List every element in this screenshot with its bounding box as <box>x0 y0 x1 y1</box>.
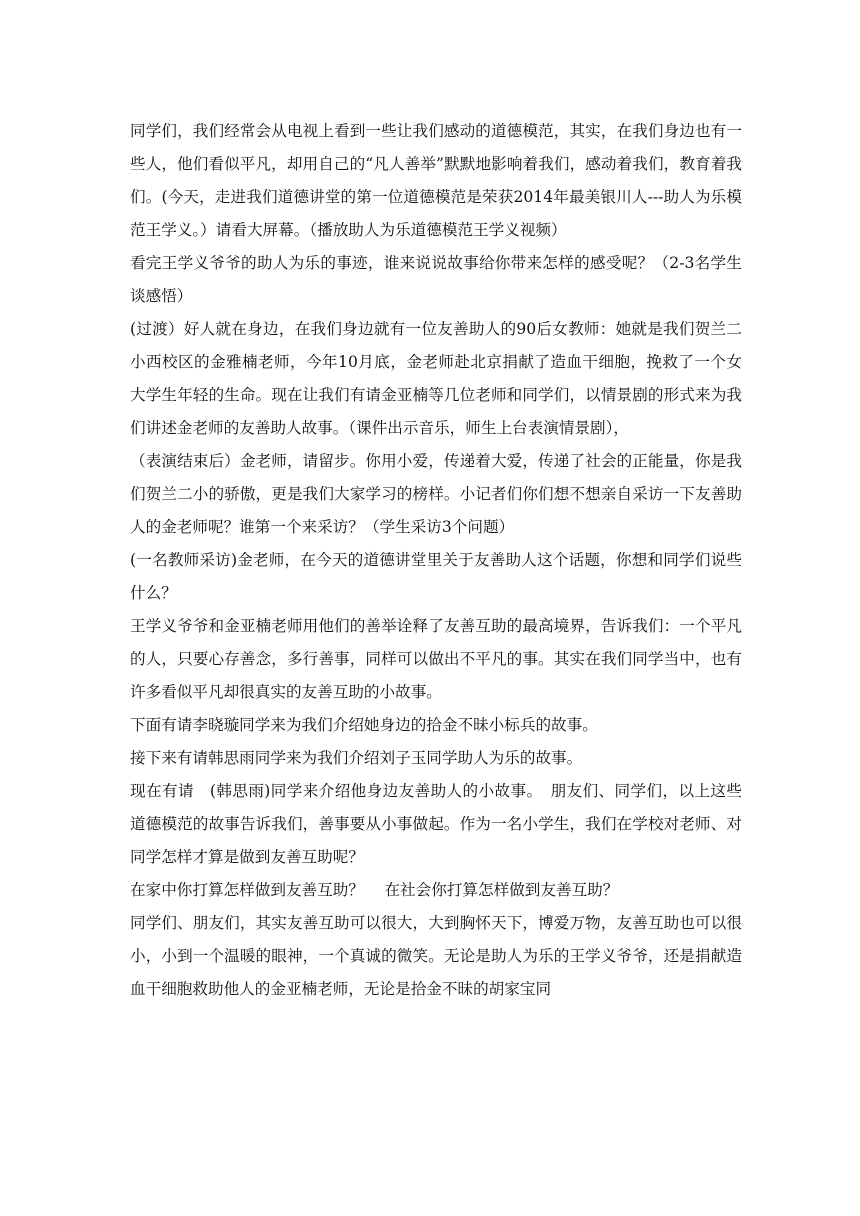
paragraph-story-more: 现在有请 (韩思雨)同学来介绍他身边友善助人的小故事。 朋友们、同学们，以上这些道德模范的故事告诉我们，善事要从小事做起。作为一名小学生，我们在学校对老师、对同学怎样才算是做到友善互助呢？ <box>130 782 742 866</box>
document-page <box>130 115 742 1006</box>
paragraph-transition: (过渡）好人就在身边，在我们身边就有一位友善助人的90后女教师：她就是我们贺兰二小西校区的金雅楠老师，今年10月底，金老师赴北京捐献了造血干细胞，挽救了一个女大学生年轻的生命。现在让我们有请金亚楠等几位老师和同学们，以情景剧的形式来为我们讲述金老师的友善助人故事。（课件出示音乐，师生上台表演情景剧）， <box>130 320 742 437</box>
paragraph-story-li: 下面有请李晓璇同学来为我们介绍她身边的拾金不昧小标兵的故事。 <box>130 716 598 734</box>
paragraph-conclusion: 同学们、朋友们，其实友善互助可以很大，大到胸怀天下，博爱万物，友善互助也可以很小，小到一个温暖的眼神，一个真诚的微笑。无论是助人为乐的王学义爷爷，还是捐献造血干细胞救助他人的金亚楠老师，无论是拾金不昧的胡家宝同 <box>130 914 742 998</box>
paragraph-intro: 同学们，我们经常会从电视上看到一些让我们感动的道德模范，其实，在我们身边也有一些人，他们看似平凡，却用自己的“凡人善举”默默地影响着我们，感动着我们，教育着我们。(今天，走进我们道德讲堂的第一位道德模范是荣获2014年最美银川人---助人为乐模范王学义。）请看大屏幕。（播放助人为乐道德模范王学义视频） <box>130 122 742 239</box>
paragraph-feelings-prompt: 看完王学义爷爷的助人为乐的事迹，谁来说说故事给你带来怎样的感受呢？（2-3名学生谈感悟） <box>130 254 742 305</box>
paragraph-after-performance: （表演结束后）金老师，请留步。你用小爱，传递着大爱，传递了社会的正能量，你是我们贺兰二小的骄傲，更是我们大家学习的榜样。小记者们你们想不想亲自采访一下友善助人的金老师呢？谁第一个来采访？（学生采访3个问题） <box>130 452 742 536</box>
paragraph-story-han: 接下来有请韩思雨同学来为我们介绍刘子玉同学助人为乐的故事。 <box>130 749 583 767</box>
paragraph-summary: 王学义爷爷和金亚楠老师用他们的善举诠释了友善互助的最高境界，告诉我们：一个平凡的人，只要心存善念，多行善事，同样可以做出不平凡的事。其实在我们同学当中，也有许多看似平凡却很真实的友善互助的小故事。 <box>130 617 742 701</box>
paragraph-teacher-interview: (一名教师采访)金老师，在今天的道德讲堂里关于友善助人这个话题，你想和同学们说些什么？ <box>130 551 742 602</box>
paragraph-questions: 在家中你打算怎样做到友善互助？ 在社会你打算怎样做到友善互助？ <box>130 881 619 899</box>
